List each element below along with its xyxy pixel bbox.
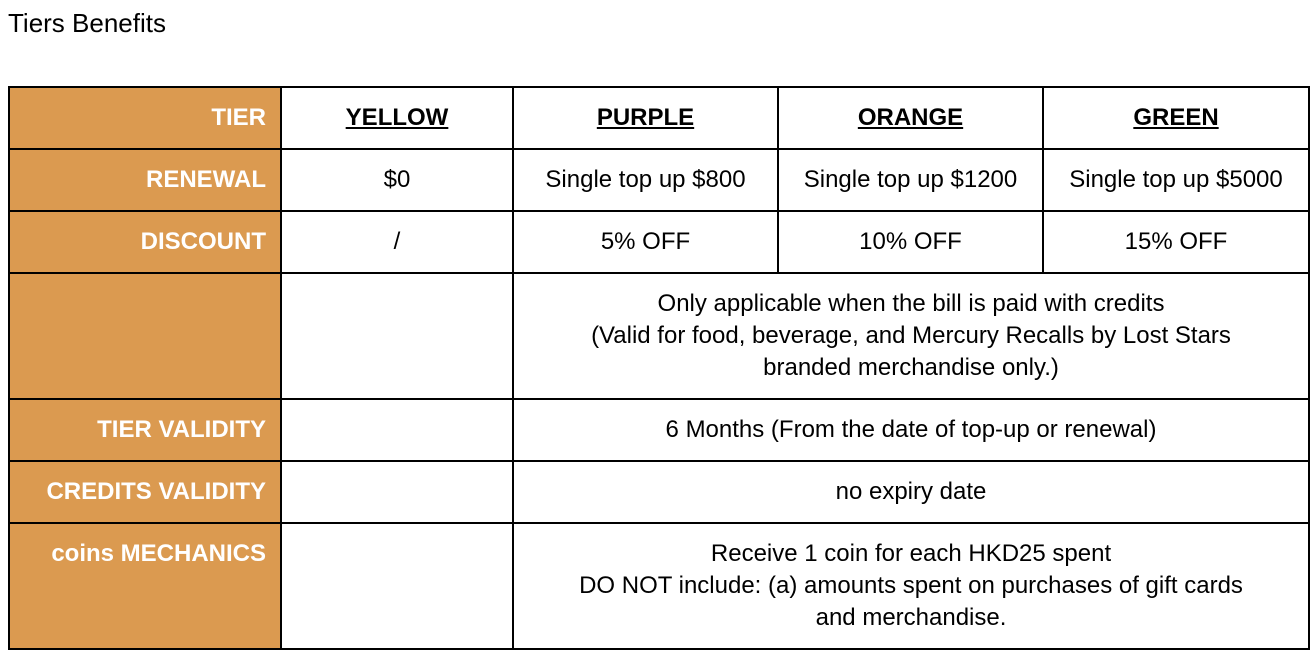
page-title: Tiers Benefits [8,8,166,38]
renewal-row [9,149,1309,211]
applicability-note [513,273,1309,399]
applicability-note-line: Only applicable when the bill is paid with credits [657,290,1165,317]
discount-orange: 10% OFF [778,211,1043,273]
renewal-green: Single top up $5000 [1043,149,1309,211]
coins-mechanics-line: DO NOT include: (a) amounts spent on purchases of gift cards [579,572,1243,599]
discount-row [9,211,1309,273]
discount-purple: 5% OFF [513,211,778,273]
tier-validity-row [9,399,1309,461]
tier-validity-value: 6 Months (From the date of top-up or renewal) [513,399,1309,461]
tier-benefits-table [8,86,1310,650]
tier-validity-yellow [281,399,513,461]
coins-mechanics-line: Receive 1 coin for each HKD25 spent [710,540,1112,567]
tier-orange: ORANGE [778,87,1043,149]
credits-validity-yellow [281,461,513,523]
applicability-note-line: branded merchandise only.) [763,354,1059,381]
applicability-row-label [9,273,281,399]
credits-validity-value: no expiry date [513,461,1309,523]
applicability-row [9,273,1309,399]
credits-validity-label: CREDITS VALIDITY [9,461,281,523]
renewal-yellow: $0 [281,149,513,211]
tier-yellow: YELLOW [281,87,513,149]
coins-mechanics-label: coins MECHANICS [9,523,281,649]
discount-green: 15% OFF [1043,211,1309,273]
renewal-orange: Single top up $1200 [778,149,1043,211]
credits-validity-row [9,461,1309,523]
discount-yellow: / [281,211,513,273]
coins-mechanics-value [513,523,1309,649]
applicability-note-line: (Valid for food, beverage, and Mercury Recalls by Lost Stars [591,322,1231,349]
tier-green: GREEN [1043,87,1309,149]
renewal-purple: Single top up $800 [513,149,778,211]
coins-mechanics-line: and merchandise. [815,604,1007,631]
tier-validity-label: TIER VALIDITY [9,399,281,461]
coins-mechanics-row [9,523,1309,649]
applicability-yellow [281,273,513,399]
discount-row-label: DISCOUNT [9,211,281,273]
tier-row [9,87,1309,149]
tier-row-label: TIER [9,87,281,149]
tier-purple: PURPLE [513,87,778,149]
coins-mechanics-yellow [281,523,513,649]
renewal-row-label: RENEWAL [9,149,281,211]
